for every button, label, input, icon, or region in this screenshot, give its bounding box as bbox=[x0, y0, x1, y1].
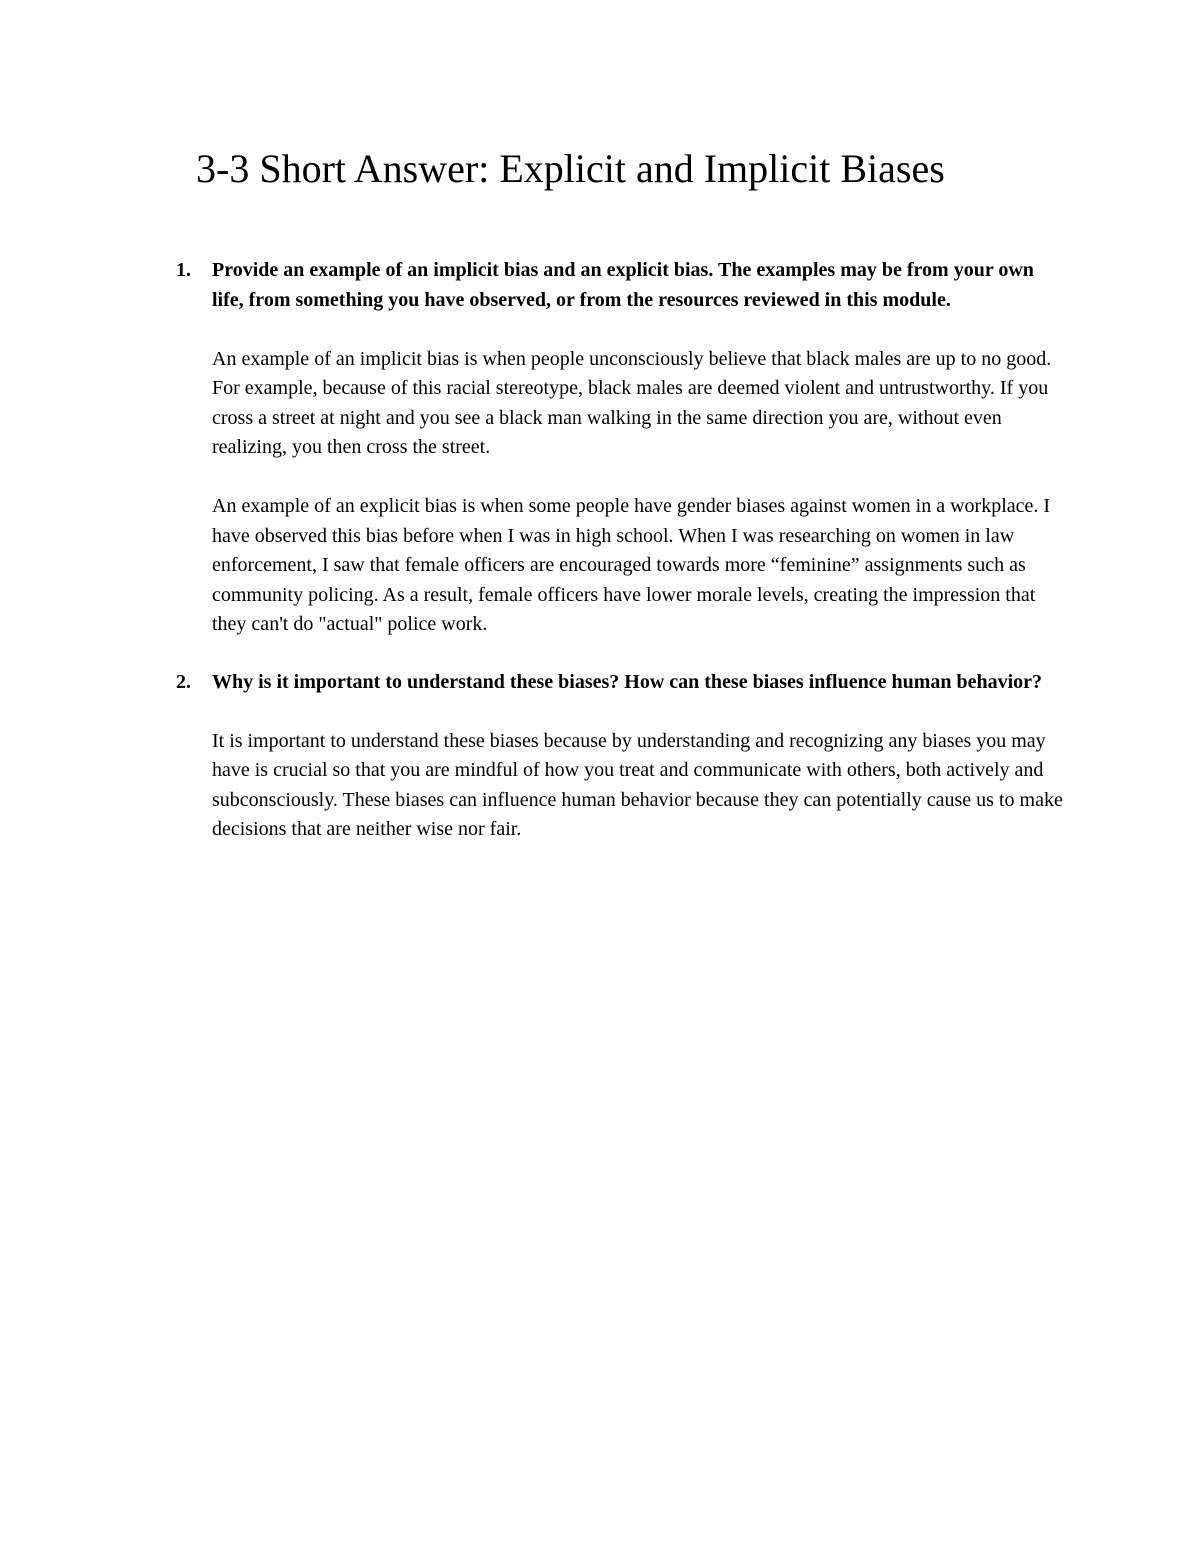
question-text: Provide an example of an implicit bias and an explicit bias. The examples may be from your own life, from something you have observed, or from the resources reviewed in this module. bbox=[212, 259, 1034, 311]
question-item bbox=[176, 668, 1066, 845]
answer-paragraph: An example of an explicit bias is when some people have gender biases against women in a workplace. I have observed this bias before when I was in high school. When I was researching on women in law enforcement, I saw that female officers are encouraged towards more “feminine” assignments such as community policing. As a result, female officers have lower morale levels, creating the impression that they can't do "actual" police work. bbox=[212, 495, 1051, 635]
question-list bbox=[176, 256, 1066, 845]
question-text: Why is it important to understand these biases? How can these biases influence human behavior? bbox=[212, 670, 1043, 693]
answer-paragraph: It is important to understand these biases because by understanding and recognizing any biases you may have is crucial so that you are mindful of how you treat and communicate with others, both actively and subconsciously. These biases can influence human behavior because they can potentially cause us to make decisions that are neither wise nor fair. bbox=[212, 729, 1063, 840]
question-number: 2. bbox=[176, 670, 191, 693]
question-item bbox=[176, 256, 1066, 640]
question-number: 1. bbox=[176, 259, 191, 281]
document-title: 3-3 Short Answer: Explicit and Implicit Biases bbox=[196, 146, 945, 191]
answer-paragraph: An example of an implicit bias is when people unconsciously believe that black males are up to no good. For example, because of this racial stereotype, black males are deemed violent and untrustworthy. If you cross a street at night and you see a black man walking in the same direction you are, without even realizing, you then cross the street. bbox=[212, 347, 1052, 458]
